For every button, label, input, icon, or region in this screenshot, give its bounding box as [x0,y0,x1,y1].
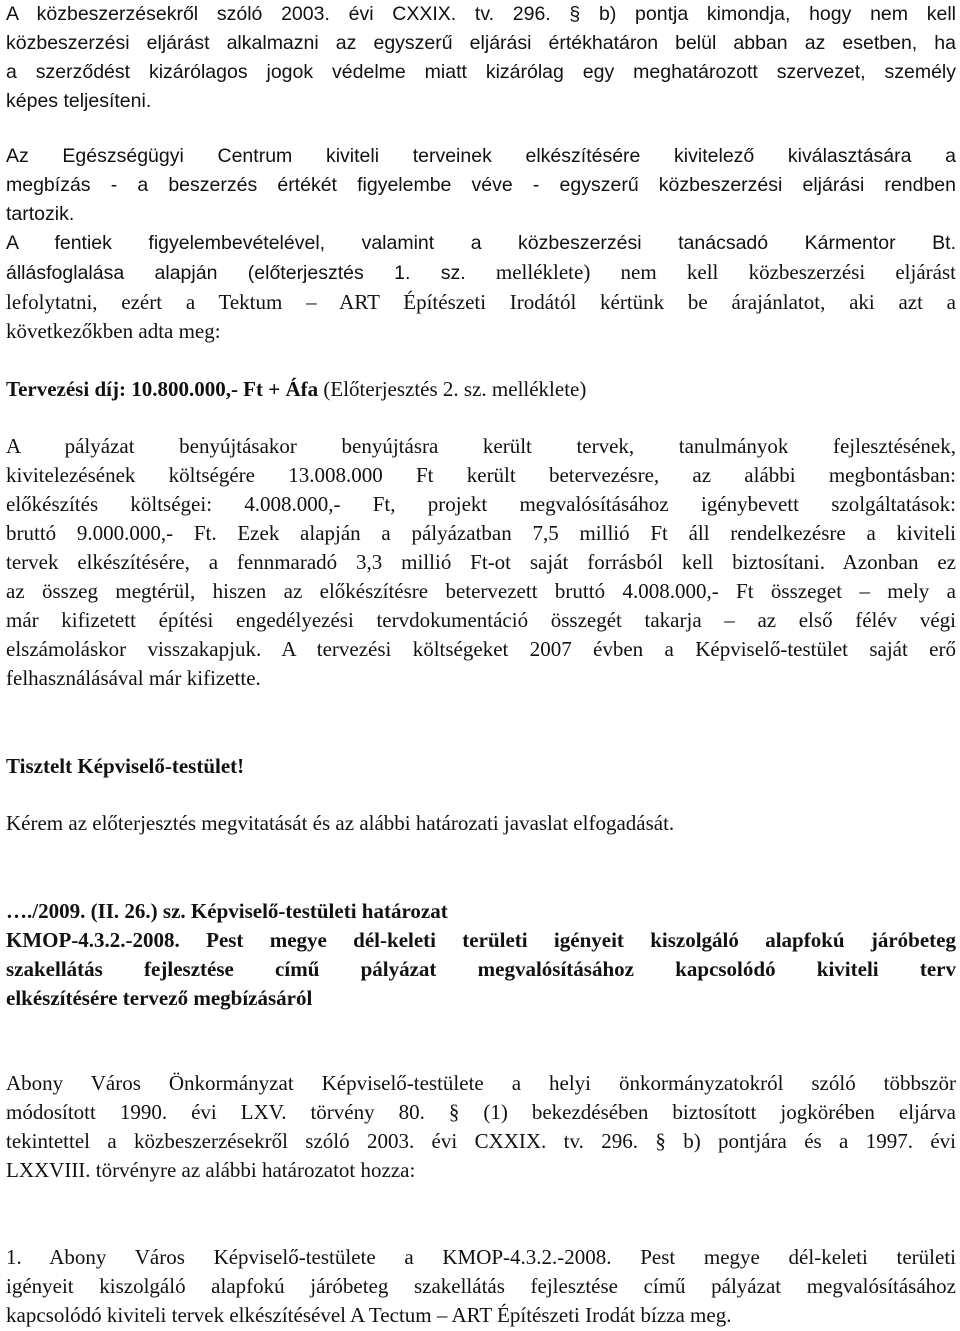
text-line: Abony Város Önkormányzat Képviselő-testülete a helyi önkormányzatokról szóló többször [6,1071,956,1095]
text-line: 1. Abony Város Képviselő-testülete a KMOP-4.3.2.-2008. Pest megye dél-keleti területi [6,1245,956,1269]
design-fee-reference: (Előterjesztés 2. sz. melléklete) [318,377,587,401]
resolution-heading [6,897,956,1013]
text-line: módosított 1990. évi LXV. törvény 80. § (1) bekezdésében biztosított jogkörében eljárva [6,1100,956,1124]
resolution-number: …./2009. (II. 26.) sz. Képviselő-testületi határozat [6,899,448,923]
resolution-point-1 [6,1243,956,1330]
text-line: közbeszerzési eljárást alkalmazni az egyszerű eljárási értékhatáron belül abban az esetben, ha [6,32,956,54]
text-line: tekintettel a közbeszerzésekről szóló 2003. évi CXXIX. tv. 296. § b) pontjára és a 1997. évi [6,1129,956,1153]
text-line: A fentiek figyelembevételével, valamint a közbeszerzési tanácsadó Kármentor Bt. [6,232,956,254]
salutation-text: Tisztelt Képviselő-testület! [6,754,245,778]
costs-paragraph [6,432,956,693]
text-line: tartozik. [6,203,75,225]
text-line: a szerződést kizárólagos jogok védelme miatt kizárólag egy meghatározott szervezet, személy [6,61,956,83]
health-centre-paragraph [6,142,956,229]
resolution-title-line: elkészítésére tervező megbízásáról [6,986,313,1010]
legal-basis-paragraph [6,1069,956,1185]
text-line: kivitelezésének költségére 13.008.000 Ft került betervezésre, az alábbi megbontásban: [6,463,956,487]
text-line: előkészítés költségei: 4.008.000,- Ft, projekt megvalósításához igénybevett szolgáltatások: [6,492,956,516]
text-line: az összeg megtérül, hiszen az előkészítésre betervezett bruttó 4.008.000,- Ft összeget – mely a [6,579,956,603]
text-line: megbízás - a beszerzés értékét figyelembe véve - egyszerű közbeszerzési eljárási rendben [6,174,956,196]
salutation [6,752,956,781]
text-line: tervek elkészítésére, a fennmaradó 3,3 millió Ft-ot saját forrásból kell biztosítani. Azonban ez [6,550,956,574]
text-line: A közbeszerzésekről szóló 2003. évi CXXIX. tv. 296. § b) pontja kimondja, hogy nem kell [6,3,956,25]
text-line: elszámoláskor visszakapjuk. A tervezési költségeket 2007 évben a Képviselő-testület saját erő [6,637,956,661]
text-line: kapcsolódó kiviteli tervek elkészítésével A Tectum – ART Építészeti Irodát bízza meg. [6,1303,732,1327]
design-fee-amount: Tervezési díj: 10.800.000,- Ft + Áfa [6,377,319,401]
text-line: Az Egészségügyi Centrum kiviteli terveinek elkészítésére kivitelező kiválasztására a [6,145,956,167]
text-line: lefolytatni, ezért a Tektum – ART Építészeti Irodától kértünk be árajánlatot, aki azt a [6,290,956,314]
text-fragment: állásfoglalása alapján (előterjesztés 1. sz. [6,262,466,284]
text-line: bruttó 9.000.000,- Ft. Ezek alapján a pályázatban 7,5 millió Ft áll rendelkezésre a kiviteli [6,521,956,545]
design-fee-line [6,375,956,404]
text-line: LXXVIII. törvényre az alábbi határozatot hozza: [6,1158,416,1182]
text-line: A pályázat benyújtásakor benyújtásra került tervek, tanulmányok fejlesztésének, [6,434,956,458]
text-line: Kérem az előterjesztés megvitatását és az alábbi határozati javaslat elfogadását. [6,811,675,835]
text-line: következőkben adta meg: [6,319,221,343]
text-line: felhasználásával már kifizette. [6,666,261,690]
text-line: már kifizetett építési engedélyezési tervdokumentáció összegét takarja – az első félév végi [6,608,956,632]
resolution-title-line: szakellátás fejlesztése című pályázat megvalósításához kapcsolódó kiviteli terv [6,957,956,981]
text-line [6,375,956,404]
text-line: képes teljesíteni. [6,90,152,112]
text-fragment: melléklete) nem kell közbeszerzési eljárást [465,260,956,284]
text-line: igényeit kiszolgáló alapfokú járóbeteg szakellátás fejlesztése című pályázat megvalósításához [6,1274,956,1298]
text-line [6,258,956,288]
resolution-title-line: KMOP-4.3.2.-2008. Pest megye dél-keleti területi igényeit kiszolgáló alapfokú járóbeteg [6,928,956,952]
consultant-paragraph [6,229,956,346]
intro-paragraph [6,0,956,116]
request-line [6,809,956,838]
